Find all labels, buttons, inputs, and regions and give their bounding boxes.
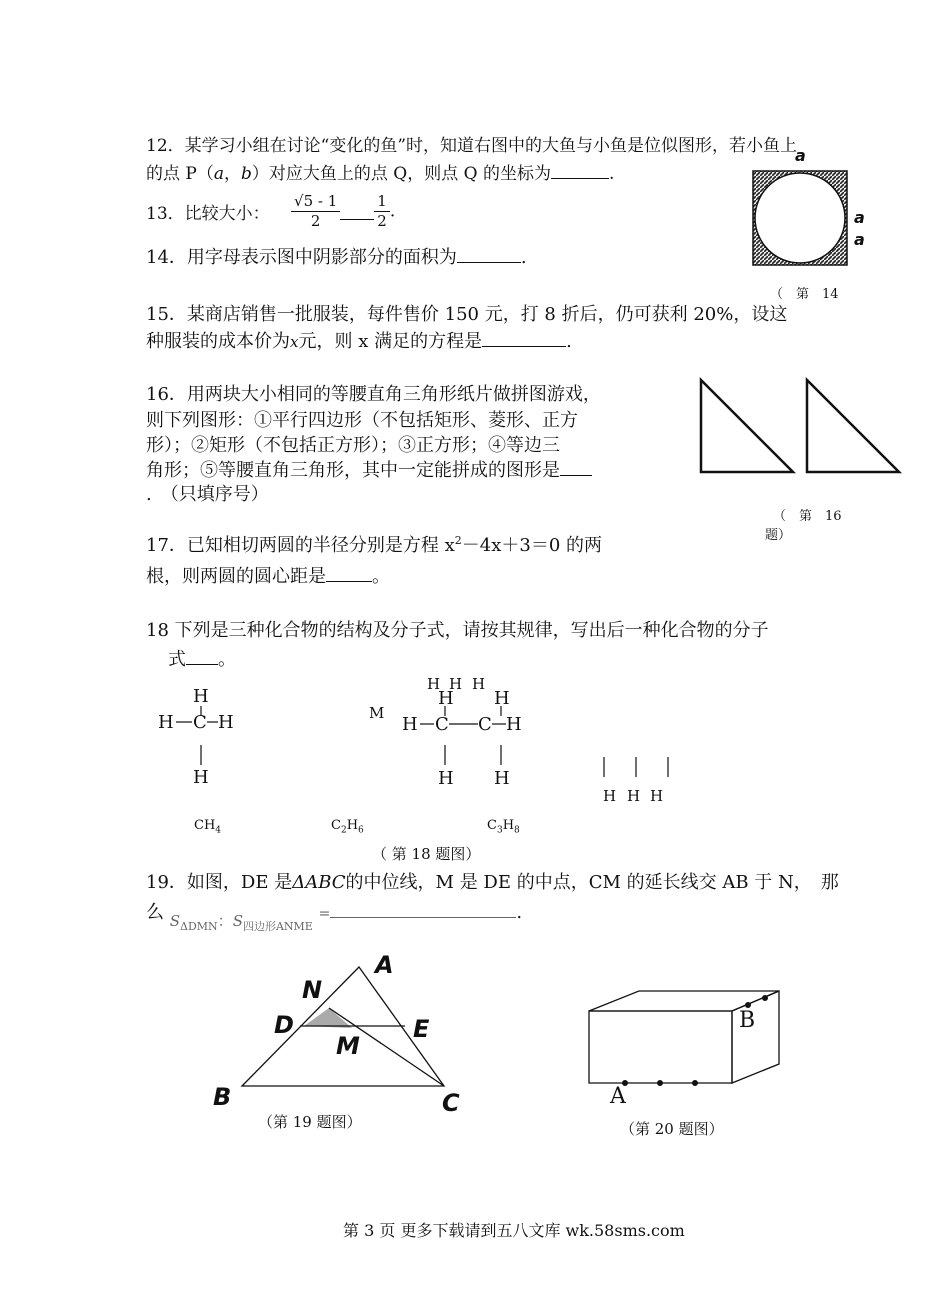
q18-caption: （ 第 18 题图） — [372, 845, 481, 863]
fig20-dot-2 — [657, 1080, 663, 1086]
q17-tail: 。 — [372, 566, 390, 587]
c2h6-h-bottom-2: H — [494, 768, 510, 789]
fig14-label-side-1: a — [854, 208, 865, 227]
q14-tail: . — [520, 247, 527, 268]
fig14-label-top: a — [795, 146, 806, 165]
fig20-caption: （第 20 题图） — [620, 1120, 724, 1138]
q13-frac1-num: √5 - 1 — [291, 192, 340, 212]
c3h8-h-top-3: H — [472, 675, 486, 693]
c3h8-h-top-2: H — [449, 675, 463, 693]
fig19-label-e: E — [413, 1015, 430, 1043]
c2h6-c-1: C — [435, 714, 449, 735]
fig19-caption: （第 19 题图） — [258, 1113, 362, 1131]
q13-tail: . — [389, 201, 396, 222]
q19-eq: = — [318, 906, 331, 922]
q12-comma: ， — [223, 164, 241, 184]
fig14-label-side-2: a — [854, 230, 865, 249]
q12-line1: 12．某学习小组在讨论“变化的鱼”时，知道右图中的大鱼与小鱼是位似图形，若小鱼上 — [146, 136, 798, 156]
fig16-caption-1: （ 第 16 — [773, 509, 842, 524]
q12-var-a: a — [213, 164, 224, 184]
formula-ch4-base: CH — [194, 818, 216, 833]
fig20-label-b: B — [739, 1008, 756, 1033]
q16-line5: . （只填序号） — [146, 484, 269, 505]
c2h6-h-right: H — [506, 714, 522, 735]
c2h6-h-top-2: H — [494, 688, 510, 709]
c3h8-h-top-1: H — [427, 675, 441, 693]
page-footer: 第 3 页 更多下载请到五八文库 wk.58sms.com — [343, 1221, 685, 1240]
q15-line2-a: 种服装的成本价为 — [146, 331, 290, 352]
c2h6-h-bottom-1: H — [438, 768, 454, 789]
q15-line1: 15．某商店销售一批服装，每件售价 150 元，打 8 折后，仍可获利 20%，设这 — [146, 304, 788, 325]
q16-line3: 形）；②矩形（不包括正方形）；③正方形；④等边三 — [146, 435, 560, 456]
c2h6-c-2: C — [478, 714, 492, 735]
q16-line4-text: 角形；⑤等腰直角三角形，其中一定能拼成的图形是 — [146, 460, 560, 481]
q13-label: 13．比较大小： — [146, 203, 270, 224]
fig14-caption: （ 第 14 — [770, 287, 839, 302]
q16-line2: 则下列图形：①平行四边形（不包括矩形、菱形、正方 — [146, 410, 578, 431]
q12-tail: . — [608, 164, 615, 184]
q18-tail: 。 — [218, 649, 236, 670]
c2h6-h-top-1: H — [438, 688, 454, 709]
ch4-h-bottom: H — [193, 767, 209, 788]
q15-var-x: x — [290, 333, 299, 351]
q19-ratio-s2: S — [232, 912, 243, 930]
q13-frac1-den: 2 — [310, 211, 321, 230]
c2h6-h-left: H — [402, 714, 418, 735]
q13-frac2-num: 1 — [374, 192, 390, 212]
q19-ratio-colon: ： — [217, 912, 233, 930]
q19-ratio-s2-sub: 四边形ANME — [242, 920, 313, 933]
formula-c2h6-c: C — [331, 818, 341, 833]
q15-tail: . — [566, 331, 572, 352]
fig20-label-a: A — [610, 1084, 626, 1109]
fig16-caption-2: 题） — [765, 528, 792, 543]
q19-ratio-s1: S — [169, 912, 181, 930]
fig20-dot-4 — [762, 995, 768, 1001]
fig19-label-n: N — [302, 976, 323, 1004]
q12-line2-a: 的点 P（ — [146, 164, 214, 184]
c2h6-m-label: M — [369, 704, 385, 722]
q12-var-b: b — [240, 164, 252, 184]
ch4-c: C — [193, 712, 207, 733]
q17-sup: 2 — [454, 534, 462, 547]
c3h8-h-bottom-3: H — [650, 787, 664, 805]
q14-text: 14．用字母表示图中阴影部分的面积为 — [146, 247, 457, 268]
formula-c3h8-sub1: 3 — [496, 825, 503, 836]
formula-c3h8-c: C — [487, 818, 497, 833]
fig19-label-a: A — [375, 951, 394, 979]
ch4-h-top: H — [193, 686, 209, 707]
q13-frac2-den: 2 — [377, 211, 387, 230]
fig19-label-c: C — [442, 1089, 460, 1117]
q15-line2-b: 元，则 x 满足的方程是 — [298, 331, 483, 352]
q18-line1: 18 下列是三种化合物的结构及分子式，请按其规律，写出后一种化合物的分子 — [146, 620, 769, 641]
q16-line1: 16．用两块大小相同的等腰直角三角形纸片做拼图游戏， — [146, 384, 601, 405]
formula-c3h8-h: H — [502, 818, 515, 833]
formula-c2h6-h: H — [346, 818, 359, 833]
ch4-h-right: H — [218, 712, 234, 733]
q19-tail: . — [516, 902, 523, 923]
q12-line2-b: ）对应大鱼上的点 Q，则点 Q 的坐标为 — [251, 164, 551, 184]
q17-line1-b: －4x＋3＝0 的两 — [461, 535, 603, 556]
q17-line2-text: 根，则两圆的圆心距是 — [146, 566, 326, 587]
fig19-label-b: B — [213, 1083, 232, 1111]
q18-line2-text: 式 — [168, 649, 186, 670]
formula-ch4-sub: 4 — [215, 825, 222, 836]
c3h8-h-bottom-2: H — [627, 787, 641, 805]
q19-line2-a: 么 — [146, 902, 164, 923]
q19-triangle: ΔABC — [292, 872, 346, 893]
q19-line1-b: 的中位线，M 是 DE 的中点，CM 的延长线交 AB 于 N， 那 — [345, 872, 839, 893]
fig19-label-m: M — [336, 1032, 360, 1060]
fig20-dot-3 — [692, 1080, 698, 1086]
formula-c2h6-sub1: 2 — [340, 825, 347, 836]
fig19-label-d: D — [274, 1011, 294, 1039]
formula-c2h6-sub2: 6 — [358, 825, 364, 836]
q19-ratio-s1-sub: ΔDMN — [180, 920, 218, 933]
q17-line1-a: 17．已知相切两圆的半径分别是方程 x — [146, 535, 455, 556]
q19-line1-a: 19．如图，DE 是 — [146, 872, 293, 893]
formula-c3h8-sub2: 8 — [514, 825, 520, 836]
ch4-h-left: H — [158, 712, 174, 733]
c3h8-h-bottom-1: H — [603, 787, 617, 805]
